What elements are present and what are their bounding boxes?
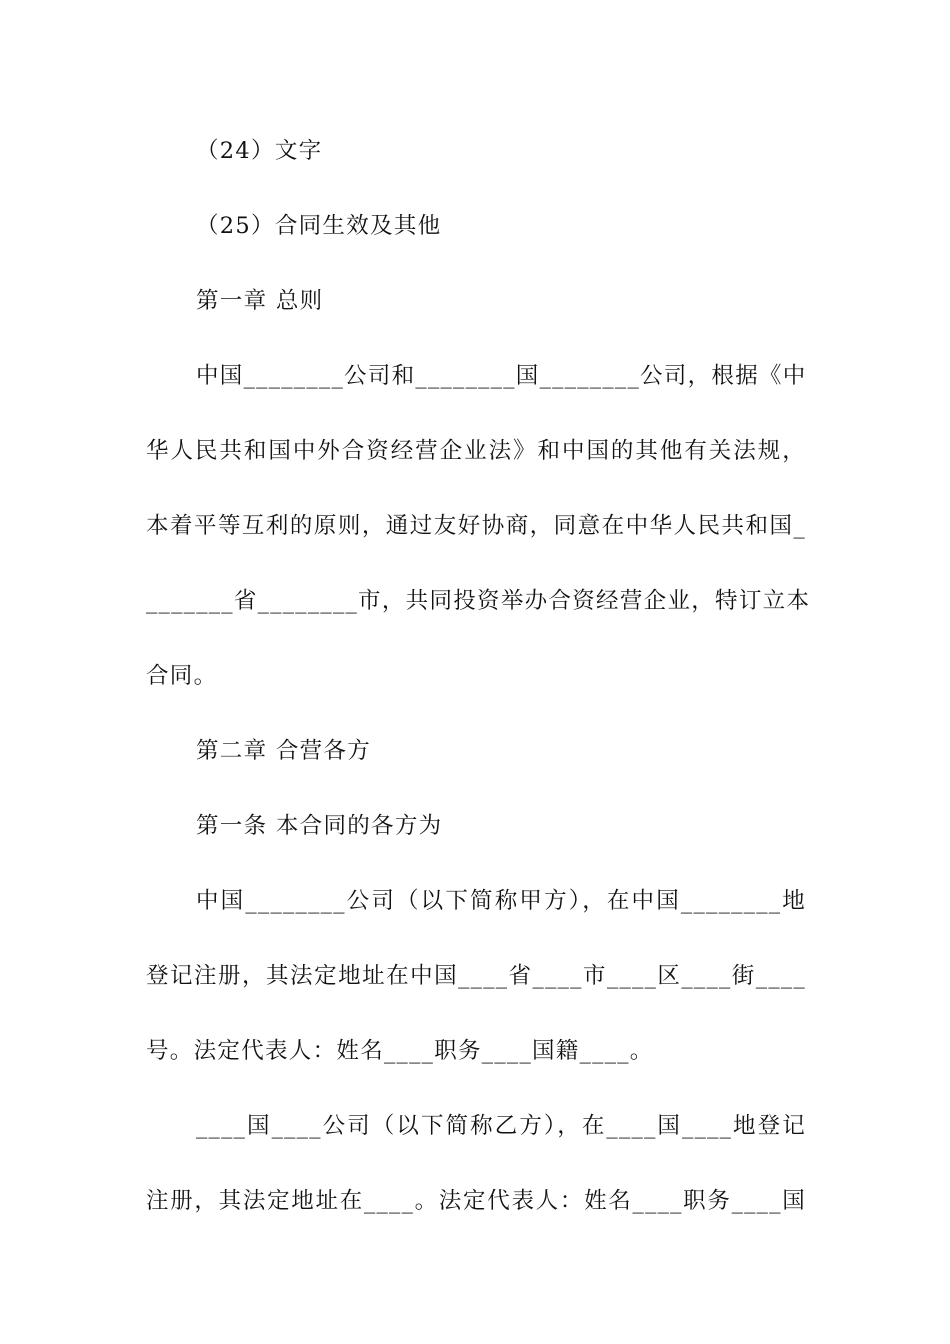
paragraph-line: 号。法定代表人：姓名____职务____国籍____。: [146, 1038, 654, 1064]
paragraph-line: 中国________公司（以下简称甲方），在中国________地: [196, 888, 806, 914]
paragraph-line: ____国____公司（以下简称乙方），在____国____地登记: [196, 1113, 806, 1139]
paragraph-line: 登记注册，其法定地址在中国____省____市____区____街____: [146, 963, 806, 989]
paragraph-line: 注册，其法定地址在____。法定代表人：姓名____职务____国: [146, 1188, 806, 1214]
paragraph-line: 合同。: [146, 663, 218, 689]
chapter-1-heading: 第一章 总则: [196, 288, 324, 314]
paragraph-line: 华人民共和国中外合资经营企业法》和中国的其他有关法规，: [146, 438, 806, 464]
list-item-25: （25）合同生效及其他: [196, 213, 442, 239]
paragraph-line: _______省________市，共同投资举办合资经营企业，特订立本: [146, 588, 811, 614]
article-1-heading: 第一条 本合同的各方为: [196, 813, 443, 839]
list-item-24: （24）文字: [196, 138, 323, 164]
paragraph-line: 本着平等互利的原则，通过友好协商，同意在中华人民共和国_: [146, 513, 806, 539]
chapter-2-heading: 第二章 合营各方: [196, 738, 372, 764]
paragraph-line: 中国________公司和________国________公司，根据《中: [196, 363, 807, 389]
